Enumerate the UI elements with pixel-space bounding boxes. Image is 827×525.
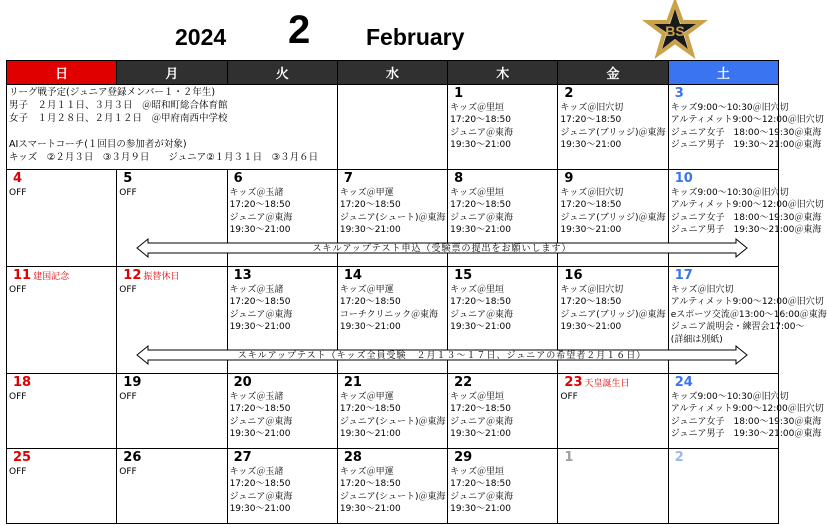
schedule-line: 17:20～18:50 xyxy=(450,115,511,125)
schedule-line: ジュニア＠東海 xyxy=(229,212,293,223)
schedule-line: OFF xyxy=(9,284,27,295)
schedule-line: ジュニア(シュート)＠東海 xyxy=(339,491,446,502)
schedule-line: OFF xyxy=(119,187,137,198)
schedule-line: キッズ＠玉諸 xyxy=(229,284,284,295)
day-number: 11 xyxy=(13,268,32,283)
schedule-line: 17:20～18:50 xyxy=(450,200,511,210)
schedule-line: 17:20～18:50 xyxy=(339,479,401,489)
weekday-sat: 土 xyxy=(668,61,778,85)
schedule-line: キッズ＠里垣 xyxy=(450,391,504,402)
schedule-line: ジュニア＠東海 xyxy=(450,491,513,502)
schedule-line: キッズ＠里垣 xyxy=(450,187,504,198)
day-number: 2 xyxy=(674,450,684,465)
day-header xyxy=(671,171,776,187)
day-number: 10 xyxy=(674,171,693,186)
schedule-line: 19:30～21:00 xyxy=(229,504,291,514)
schedule-line: ジュニア女子 18:00～19:30＠東海 xyxy=(670,127,822,138)
day-cell-3[interactable] xyxy=(668,85,824,170)
schedule-line: 17:20～18:50 xyxy=(229,404,291,414)
schedule-line: キッズ＠甲運 xyxy=(339,466,394,477)
notice-line: 男子 ２月１１日、３月３日 ＠昭和町総合体育館 xyxy=(9,100,228,111)
day-number: 16 xyxy=(564,268,583,283)
schedule-line: ジュニア＠東海 xyxy=(229,491,293,502)
day-number: 13 xyxy=(233,268,252,283)
day-number: 17 xyxy=(674,268,693,283)
day-header xyxy=(560,375,665,391)
day-header xyxy=(671,375,776,391)
banner-label: スキルアップテスト申込（受験票の提出をお願いします） xyxy=(312,244,572,254)
schedule-line: 19:30～21:00 xyxy=(229,322,291,332)
day-number: 2 xyxy=(564,86,574,101)
schedule-line: 19:30～21:00 xyxy=(339,429,401,439)
day-header xyxy=(560,450,665,466)
day-header xyxy=(560,86,665,102)
day-cell-23[interactable] xyxy=(558,374,668,449)
schedule-line: 19:30～21:00 xyxy=(450,322,511,332)
day-number: 20 xyxy=(233,375,252,390)
calendar-grid xyxy=(6,60,827,524)
day-cell-4[interactable] xyxy=(7,170,117,267)
holiday-label: 建国記念 xyxy=(33,272,70,282)
day-header xyxy=(450,268,555,284)
calendar-year: 2024 xyxy=(175,24,227,50)
day-header xyxy=(119,171,224,187)
day-number: 1 xyxy=(564,450,574,465)
day-number: 7 xyxy=(343,171,353,186)
day-header xyxy=(230,268,335,284)
schedule-line: 17:20～18:50 xyxy=(339,200,401,210)
day-cell-2[interactable] xyxy=(558,85,668,170)
weekday-fri: 金 xyxy=(558,61,668,85)
day-cell-22[interactable] xyxy=(448,374,558,449)
schedule-line: キッズ9:00～10:30＠旧穴切 xyxy=(670,187,789,198)
day-header xyxy=(340,450,445,466)
day-number: 8 xyxy=(454,171,464,186)
holiday-label: 振替休日 xyxy=(143,272,180,282)
schedule-line: キッズ＠甲運 xyxy=(339,187,394,198)
day-number: 9 xyxy=(564,171,574,186)
schedule-line: OFF xyxy=(9,187,27,198)
schedule-line: OFF xyxy=(9,391,27,402)
day-number: 18 xyxy=(13,375,32,390)
day-number: 15 xyxy=(454,268,473,283)
day-cell-28[interactable] xyxy=(337,449,447,524)
schedule-line: キッズ＠玉諸 xyxy=(229,466,284,477)
day-number: 4 xyxy=(13,171,23,186)
schedule-line: 19:30～21:00 xyxy=(339,322,401,332)
day-number: 24 xyxy=(674,375,693,390)
day-number: 12 xyxy=(123,268,142,283)
day-header xyxy=(340,268,445,284)
schedule-line: 17:20～18:50 xyxy=(560,115,622,125)
schedule-line: OFF xyxy=(119,466,137,477)
schedule-line: キッズ＠里垣 xyxy=(450,466,504,477)
schedule-line: 17:20～18:50 xyxy=(339,297,401,307)
day-header xyxy=(119,450,224,466)
day-number: 25 xyxy=(13,450,32,465)
schedule-line: ジュニア(ブリッジ)＠東海 xyxy=(560,309,666,320)
schedule-line: ジュニア女子 18:00～19:30＠東海 xyxy=(670,416,822,427)
schedule-line: ジュニア男子 19:30～21:00＠東海 xyxy=(670,429,822,439)
holiday-label: 天皇誕生日 xyxy=(584,379,630,389)
schedule-line: 17:20～18:50 xyxy=(229,297,291,307)
league-notice xyxy=(7,85,338,170)
skill-test-period-banner xyxy=(136,345,748,365)
schedule-line: 17:20～18:50 xyxy=(450,297,511,307)
day-header xyxy=(230,171,335,187)
schedule-line: ジュニア(ブリッジ)＠東海 xyxy=(560,212,666,223)
schedule-line: ジュニア(シュート)＠東海 xyxy=(339,212,446,223)
notice-line: キッズ ②２月３日 ③３月９日 ジュニア②１月３１日 ③３月６日 xyxy=(9,152,319,163)
calendar-month-number: 2 xyxy=(288,8,311,52)
day-cell-empty xyxy=(337,85,447,170)
day-number: 6 xyxy=(233,171,243,186)
schedule-line: OFF xyxy=(119,391,137,402)
day-header xyxy=(450,375,555,391)
schedule-line: ジュニア(ブリッジ)＠東海 xyxy=(560,127,666,138)
day-header xyxy=(9,450,114,466)
schedule-line: アルティメット9:00～12:00＠旧穴切 xyxy=(670,115,824,125)
schedule-line: 17:20～18:50 xyxy=(450,479,511,489)
day-header xyxy=(671,86,776,102)
day-cell-11[interactable] xyxy=(7,267,117,374)
day-cell-20[interactable] xyxy=(227,374,337,449)
schedule-line: キッズ＠旧穴切 xyxy=(560,187,624,198)
day-cell-25[interactable] xyxy=(7,449,117,524)
schedule-line: ジュニア説明会・練習会17:00～ xyxy=(670,322,805,332)
day-header xyxy=(230,450,335,466)
weekday-header-row xyxy=(7,61,779,85)
day-number: 14 xyxy=(343,268,362,283)
schedule-line: キッズ＠里垣 xyxy=(450,284,504,295)
weekday-mon: 月 xyxy=(117,61,227,85)
schedule-line: OFF xyxy=(119,284,137,295)
day-number: 3 xyxy=(674,86,684,101)
schedule-line: キッズ9:00～10:30＠旧穴切 xyxy=(670,391,789,402)
schedule-line: キッズ＠旧穴切 xyxy=(560,284,624,295)
day-header xyxy=(560,268,665,284)
svg-text:BS: BS xyxy=(665,23,685,39)
day-header xyxy=(450,86,555,102)
schedule-line: OFF xyxy=(9,466,27,477)
schedule-line: コーチクリニック＠東海 xyxy=(339,309,438,320)
schedule-line: 19:30～21:00 xyxy=(450,429,511,439)
schedule-line: 17:20～18:50 xyxy=(450,404,511,414)
day-cell-27[interactable] xyxy=(227,449,337,524)
schedule-line: アルティメット9:00～12:00＠旧穴切 xyxy=(670,200,824,210)
weekday-sun: 日 xyxy=(7,61,117,85)
schedule-line: 19:30～21:00 xyxy=(339,225,401,235)
day-header xyxy=(340,375,445,391)
day-number: 1 xyxy=(454,86,464,101)
schedule-line: ジュニア＠東海 xyxy=(450,309,513,320)
schedule-line: アルティメット9:00～12:00＠旧穴切 xyxy=(670,404,824,414)
day-number: 29 xyxy=(454,450,473,465)
notice-line xyxy=(9,125,335,138)
day-header xyxy=(9,171,114,187)
day-header xyxy=(560,171,665,187)
schedule-line: 17:20～18:50 xyxy=(229,200,291,210)
day-cell-18[interactable] xyxy=(7,374,117,449)
notice-line: AIスマートコーチ(１回目の参加者が対象) xyxy=(9,139,187,150)
banner-label: スキルアップテスト（キッズ全員受験 ２月１３～１７日、ジュニアの希望者２月１６日） xyxy=(237,351,647,361)
day-header xyxy=(9,268,114,284)
schedule-line: 19:30～21:00 xyxy=(560,140,622,150)
day-cell-19[interactable] xyxy=(117,374,227,449)
schedule-line: (詳細は別紙) xyxy=(670,334,723,345)
day-number: 27 xyxy=(233,450,252,465)
day-header xyxy=(671,268,776,284)
club-logo xyxy=(646,2,704,58)
schedule-line: 17:20～18:50 xyxy=(560,200,622,210)
schedule-line: 19:30～21:00 xyxy=(229,225,291,235)
day-cell-29[interactable] xyxy=(448,449,558,524)
weekday-thu: 木 xyxy=(448,61,558,85)
schedule-line: 19:30～21:00 xyxy=(339,504,401,514)
schedule-line: 17:20～18:50 xyxy=(339,404,401,414)
day-header xyxy=(119,375,224,391)
schedule-line: 19:30～21:00 xyxy=(560,322,622,332)
schedule-line: キッズ9:00～10:30＠旧穴切 xyxy=(670,102,789,113)
schedule-line: 19:30～21:00 xyxy=(450,504,511,514)
schedule-line: キッズ＠玉諸 xyxy=(229,391,284,402)
schedule-line: キッズ＠旧穴切 xyxy=(560,102,624,113)
schedule-line: ジュニア＠東海 xyxy=(450,127,513,138)
day-header xyxy=(9,375,114,391)
schedule-line: ジュニア＠東海 xyxy=(229,309,293,320)
day-number: 23 xyxy=(564,375,583,390)
schedule-line: アルティメット9:00～12:00＠旧穴切 xyxy=(670,297,824,307)
day-cell-26[interactable] xyxy=(117,449,227,524)
day-number: 21 xyxy=(343,375,362,390)
schedule-line: ジュニア女子 18:00～19:30＠東海 xyxy=(670,212,822,223)
day-header xyxy=(450,450,555,466)
schedule-line: キッズ＠甲運 xyxy=(339,284,394,295)
schedule-line: ジュニア男子 19:30～21:00＠東海 xyxy=(670,225,822,235)
weekday-tue: 火 xyxy=(227,61,337,85)
day-header xyxy=(340,171,445,187)
schedule-line: キッズ＠甲運 xyxy=(339,391,394,402)
day-number: 28 xyxy=(343,450,362,465)
day-cell-21[interactable] xyxy=(337,374,447,449)
schedule-line: OFF xyxy=(560,391,578,402)
notice-line: リーグ戦予定(ジュニア登録メンバー１・２年生) xyxy=(9,87,216,98)
day-cell-1[interactable] xyxy=(448,85,558,170)
schedule-line: ジュニア＠東海 xyxy=(450,212,513,223)
day-number: 26 xyxy=(123,450,142,465)
day-header xyxy=(671,450,776,466)
day-header xyxy=(119,268,224,284)
day-header xyxy=(450,171,555,187)
day-number: 22 xyxy=(454,375,473,390)
day-cell-next-month-2 xyxy=(668,449,778,524)
schedule-line: 19:30～21:00 xyxy=(450,140,511,150)
schedule-line: ジュニア＠東海 xyxy=(450,416,513,427)
day-cell-next-month-1 xyxy=(558,449,668,524)
notice-line: 女子 １月２８日、２月１２日 ＠甲府南西中学校 xyxy=(9,113,228,124)
day-number: 19 xyxy=(123,375,142,390)
schedule-line: 19:30～21:00 xyxy=(450,225,511,235)
skill-test-application-banner xyxy=(136,238,748,258)
day-cell-24[interactable] xyxy=(668,374,824,449)
day-header xyxy=(230,375,335,391)
schedule-line: ジュニア(シュート)＠東海 xyxy=(339,416,446,427)
schedule-line: キッズ＠旧穴切 xyxy=(670,284,734,295)
schedule-line: キッズ＠里垣 xyxy=(450,102,504,113)
schedule-line: eスポーツ交流＠13:00～16:00＠東海 xyxy=(670,309,827,320)
calendar-month-name: February xyxy=(366,24,465,50)
schedule-line: ジュニア＠東海 xyxy=(229,416,293,427)
day-number: 5 xyxy=(123,171,133,186)
schedule-line: ジュニア男子 19:30～21:00＠東海 xyxy=(670,140,822,150)
schedule-line: 19:30～21:00 xyxy=(560,225,622,235)
schedule-line: キッズ＠玉諸 xyxy=(229,187,284,198)
weekday-wed: 水 xyxy=(337,61,447,85)
schedule-line: 19:30～21:00 xyxy=(229,429,291,439)
schedule-line: 17:20～18:50 xyxy=(229,479,291,489)
schedule-line: 17:20～18:50 xyxy=(560,297,622,307)
